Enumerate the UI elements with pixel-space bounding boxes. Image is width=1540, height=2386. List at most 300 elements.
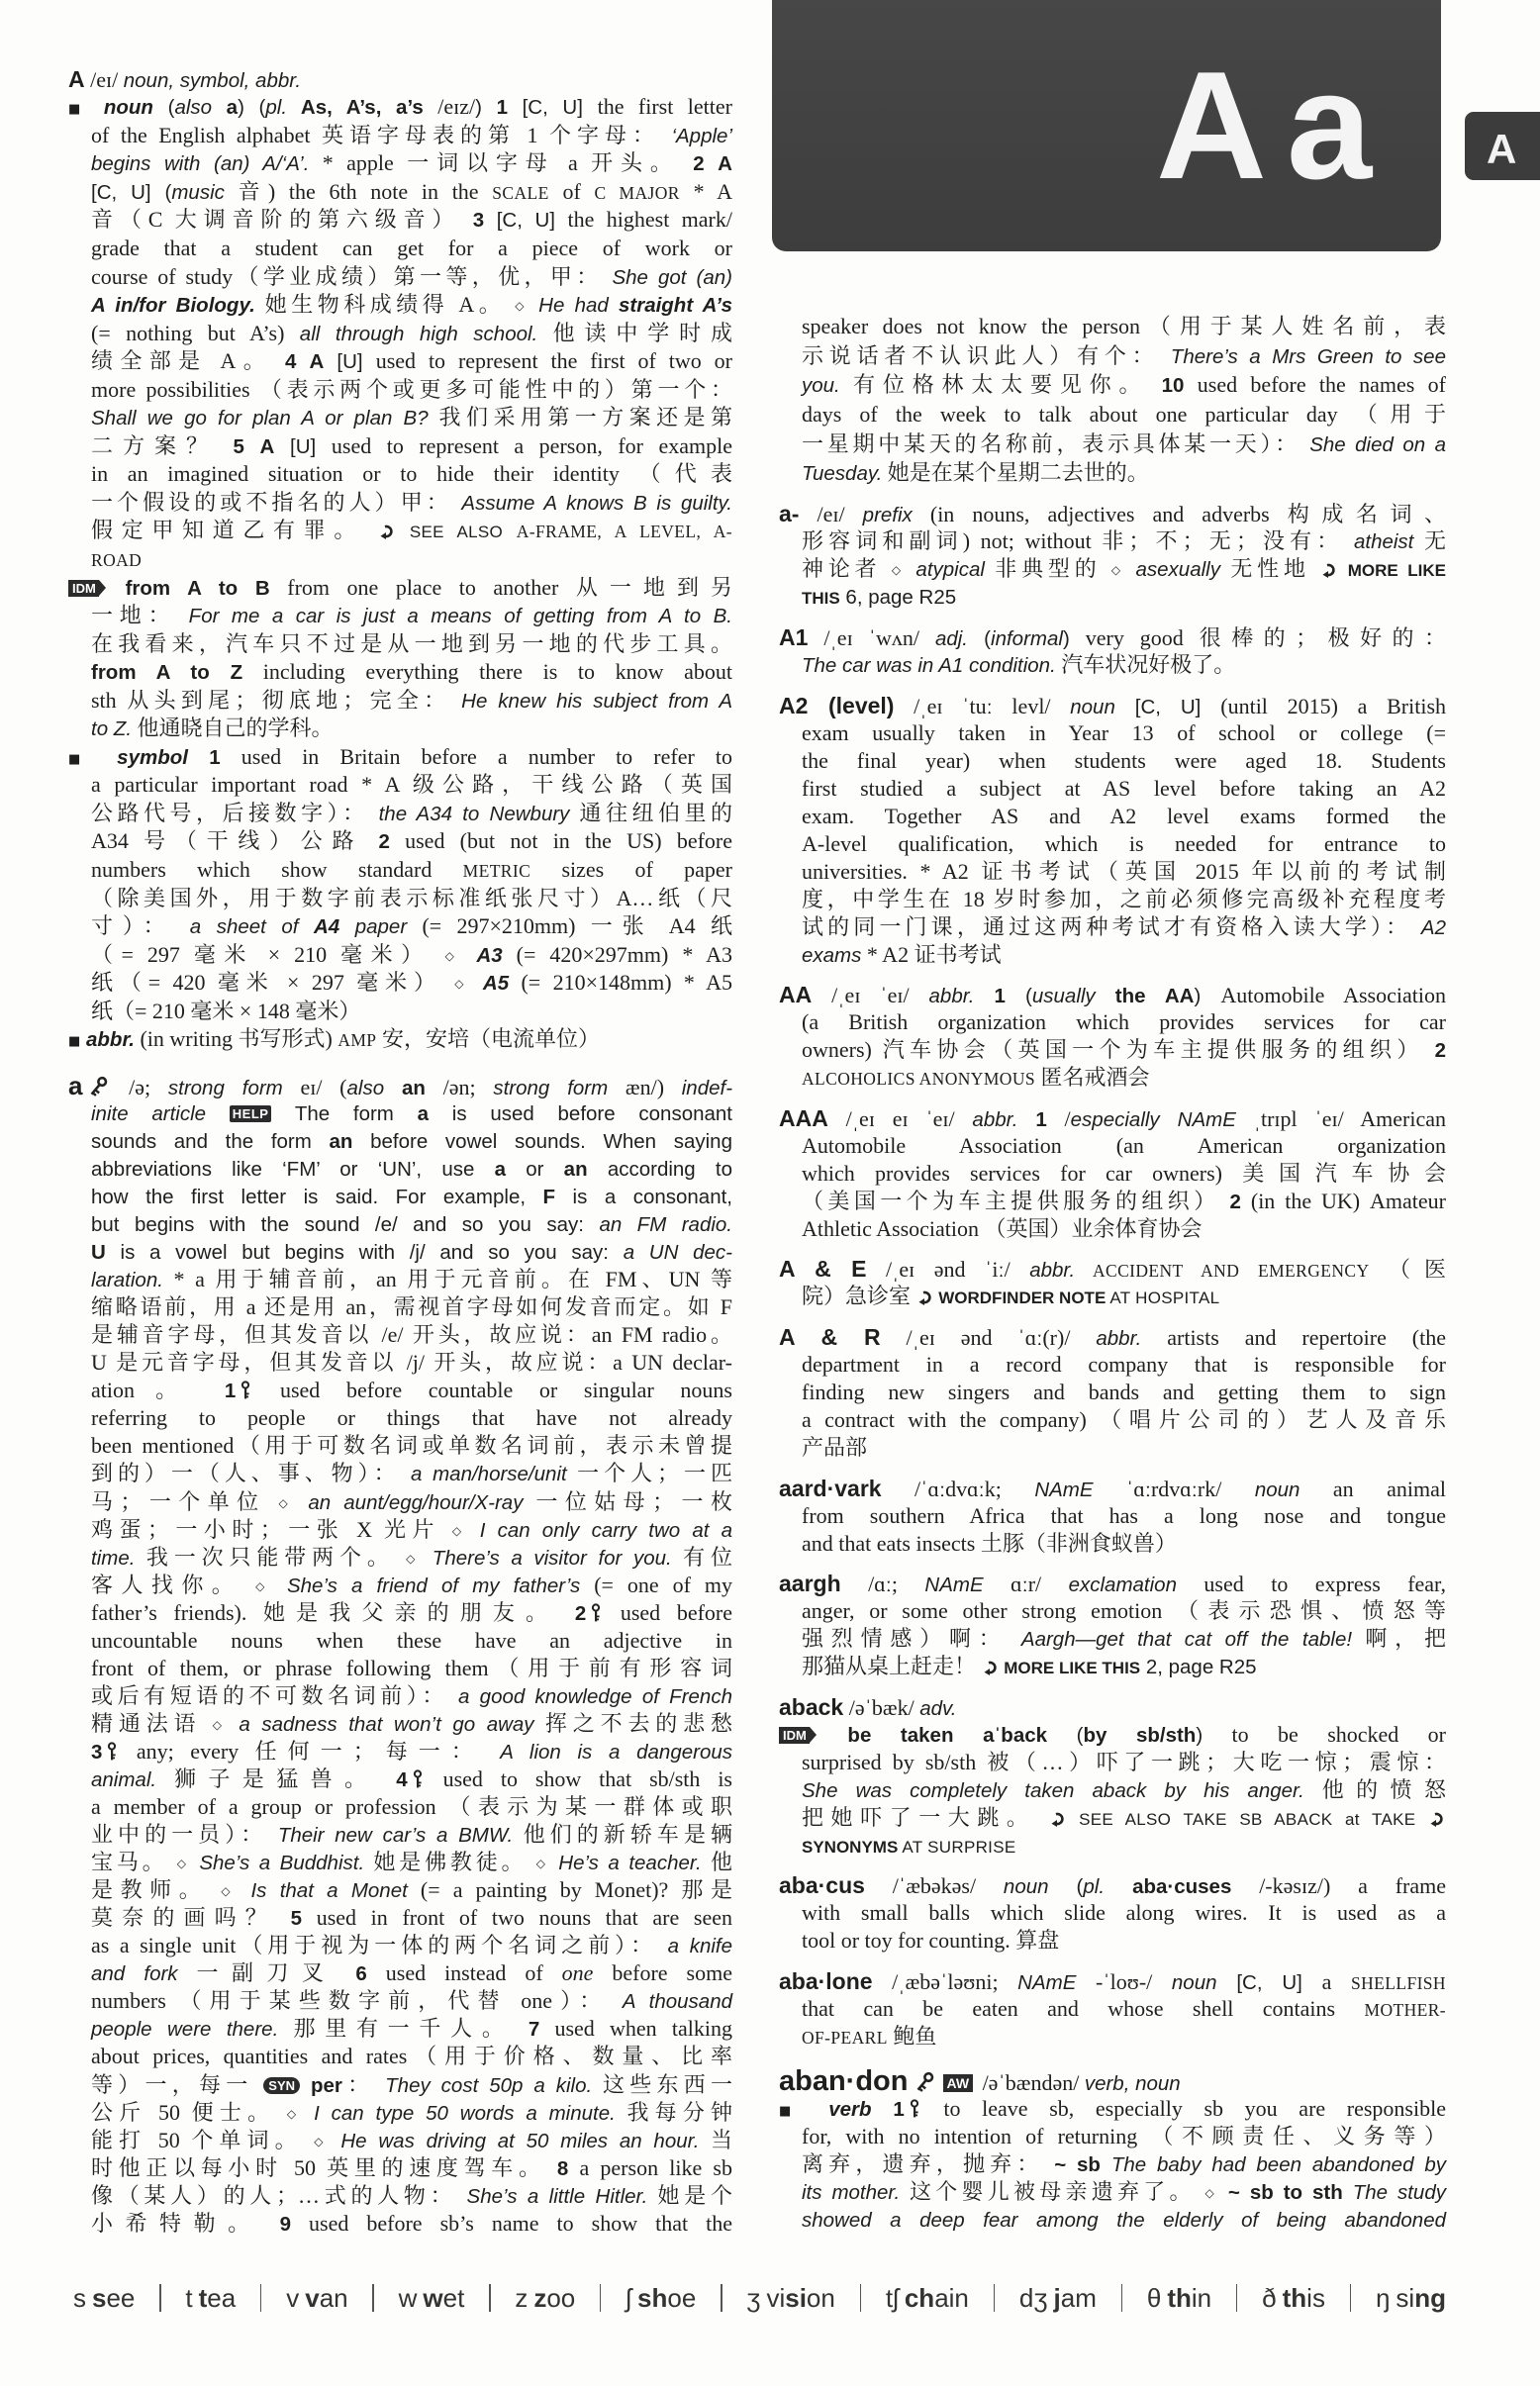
entry-line	[68, 122, 732, 150]
definition-text: used to represent the first of two or	[375, 348, 732, 374]
definition-text: 她是个	[647, 2182, 732, 2208]
example-text: the A34 to Newbury	[378, 802, 570, 825]
definition-text: 把她吓了一大跳。	[802, 1804, 1049, 1830]
example-text: She got (an)	[612, 265, 732, 289]
entry-line	[779, 1776, 1446, 1804]
definition-text: 这个婴儿被母亲遗弃了。	[900, 2178, 1205, 2204]
definition-text: 这些东西一	[592, 2071, 732, 2097]
bold-phrase: U	[91, 1241, 106, 1265]
definition-text: as a single unit（用于视为一体的两个名词之前）：	[91, 1933, 668, 1958]
entry-line	[779, 341, 1446, 371]
example-text: a UN dec-	[623, 1241, 733, 1265]
definition-text: exam. Together AS and A2 level exams formed the	[802, 803, 1446, 828]
definition-text: 精通法语	[91, 1710, 213, 1736]
label-text: )	[1062, 626, 1070, 650]
entry-line	[68, 178, 732, 207]
entry-line	[68, 1210, 732, 1238]
definition-text: * apple 一词以字母 a 开头。	[309, 150, 694, 176]
entry-line	[779, 886, 1446, 913]
definition-text: used before countable or singular nouns	[253, 1378, 732, 1403]
example-text: strong form	[493, 1076, 609, 1099]
definition-text: /eɪ/	[799, 502, 863, 527]
definition-text: 有位格林太太要见你。	[839, 372, 1162, 398]
entry-line	[68, 856, 732, 885]
headword: a	[68, 1070, 83, 1100]
pronunciation-key-item	[746, 2283, 835, 2314]
diamond-separator-icon: ◇	[1204, 2185, 1218, 2200]
ipa-symbol: w	[398, 2282, 418, 2313]
entry-line	[779, 500, 1446, 527]
definition-text: 小希特勒。	[91, 2210, 280, 2236]
part-of-speech-label: A4	[313, 915, 340, 939]
definition-text: any; every 任何一；每一：	[120, 1738, 501, 1764]
entry-line	[779, 2064, 1446, 2097]
headword: aba·lone	[779, 1967, 873, 1994]
example-text: He’s a teacher.	[548, 1852, 702, 1875]
label-text: ) (	[238, 96, 266, 120]
entry-line	[68, 743, 732, 772]
bold-phrase: 6	[355, 1962, 367, 1986]
headword: aargh	[779, 1571, 841, 1597]
entry-line	[779, 1625, 1446, 1653]
example-text: NAmE	[1034, 1478, 1094, 1501]
cross-reference-bold: MORE LIKE	[1338, 561, 1446, 581]
bold-phrase: 1	[1017, 1107, 1047, 1131]
separator-bar	[260, 2284, 262, 2312]
entry-line	[68, 715, 732, 743]
word-highlight: si	[785, 2282, 807, 2313]
definition-text: 那里有一千人。	[278, 2016, 529, 2042]
example-text: strong form	[167, 1076, 283, 1099]
definition-text: /	[1046, 1105, 1071, 1131]
entry-line	[779, 1653, 1446, 1680]
definition-text: of	[548, 178, 595, 204]
definition-text: (in the UK) Amateur	[1240, 1188, 1446, 1213]
definition-text: from one place to another 从一地到另	[269, 574, 732, 600]
definition-text: A-level qualification, which is needed for entrance to	[802, 830, 1446, 856]
definition-text: sizes of paper	[530, 857, 732, 882]
definition-text: Automobile Association	[1220, 983, 1446, 1008]
bold-phrase: per	[300, 2073, 342, 2097]
example-text: Shall we go for plan A or plan B?	[91, 407, 429, 430]
part-of-speech-label: verb	[807, 2097, 872, 2121]
definition-text: Automobile Association (an American organization	[802, 1132, 1446, 1158]
definition-text: /ˌeɪ ˈwʌn/	[808, 624, 935, 650]
entry-line	[68, 460, 732, 489]
example-text: Their new car’s a BMW.	[277, 1824, 514, 1848]
entry-line	[68, 2182, 732, 2210]
bold-phrase: 5 A	[233, 434, 275, 458]
entry-line	[779, 1721, 1446, 1749]
diamond-separator-icon: ◇	[444, 948, 463, 963]
separator-bar	[489, 2284, 491, 2312]
definition-text: 他通晓自己的学科。	[132, 716, 334, 741]
definition-text: used in Britain before a number to refer to	[220, 743, 732, 769]
example-text: its mother.	[802, 2180, 901, 2204]
label-text: is a consonant,	[555, 1186, 732, 1209]
bold-phrase: from A to B	[107, 576, 270, 600]
entry-line	[68, 1904, 732, 1932]
example-word	[766, 2283, 834, 2313]
definition-text: to leave sb, especially sb you are responsible	[921, 2095, 1446, 2121]
headword: A	[68, 65, 85, 92]
label-text: [C, U] (	[91, 180, 172, 204]
definition-text: Athletic Association （英国）业余体育协会	[802, 1215, 1203, 1241]
definition-text: before some	[593, 1960, 732, 1986]
label-text: (	[1047, 1723, 1084, 1747]
entry-line	[779, 1215, 1446, 1243]
entry-line	[68, 1682, 732, 1710]
definition-text: used to express fear,	[1176, 1572, 1447, 1597]
definition-text: 她是在某个星期二去世的。	[882, 460, 1149, 486]
help-badge: HELP	[230, 1105, 272, 1122]
example-text: For me a car is just a means of getting from A to B.	[188, 605, 732, 628]
definition-text: a	[1321, 1968, 1351, 1994]
definition-text: 寸）：	[91, 913, 190, 939]
word-highlight: t	[198, 2282, 208, 2313]
definition-text: 度，中学生在 18 岁时参加，之前必须修完高级补充程度考	[802, 886, 1446, 911]
label-text: )	[1194, 985, 1221, 1008]
definition-text: (in nouns, adjectives and adverbs 构成名词、	[912, 502, 1446, 527]
bold-phrase: an	[563, 1157, 588, 1181]
diamond-separator-icon: ◇	[406, 1551, 422, 1566]
entry-line	[779, 2023, 1446, 2051]
definition-text: 产品部	[802, 1434, 868, 1460]
example-word	[637, 2283, 696, 2313]
example-text: The baby had been abandoned by	[1100, 2152, 1446, 2176]
entry-line	[779, 1434, 1446, 1462]
entry-line	[68, 235, 732, 263]
example-text: Is that a Monet	[238, 1879, 408, 1903]
bold-phrase: an	[384, 1076, 426, 1099]
definition-text: 等）一，每一	[91, 2071, 264, 2097]
definition-text: 客人找你。	[91, 1572, 256, 1597]
entry-line	[68, 432, 732, 461]
entry-line	[68, 1155, 732, 1183]
entry-line	[779, 747, 1446, 775]
part-of-speech-label: symbol	[95, 745, 188, 769]
right-column	[779, 312, 1446, 2234]
example-word	[905, 2283, 969, 2313]
part-of-speech-label: A5	[470, 972, 510, 996]
entry-line	[779, 1132, 1446, 1160]
definition-text: artists and repertoire (the	[1141, 1324, 1446, 1350]
example-text: prefix	[862, 504, 913, 527]
definition-text: A34 号（干线）公路	[91, 828, 379, 854]
definition-text: used when talking	[539, 2016, 732, 2042]
example-text: indef-	[681, 1076, 733, 1099]
label-text: [C, U]	[507, 96, 598, 120]
entry-line	[779, 1379, 1446, 1406]
bold-phrase: be taken aˈback	[818, 1723, 1048, 1747]
entry-line	[779, 913, 1446, 941]
entry-line	[68, 1793, 732, 1821]
example-text: A2	[1420, 915, 1446, 939]
example-text: Tuesday.	[802, 462, 883, 486]
entry-line	[68, 291, 732, 320]
thumb-index-tab	[1465, 112, 1540, 180]
section-letter-lowercase: a	[1286, 40, 1393, 211]
definition-text: /eɪ/	[84, 66, 124, 92]
diamond-separator-icon: ◇	[221, 1884, 239, 1899]
entry-line	[779, 1160, 1446, 1188]
definition-text: exam usually taken in Year 13 of school or college (=	[802, 719, 1446, 745]
definition-text: (= nothing but A’s)	[91, 320, 300, 345]
entry-line	[68, 2210, 732, 2238]
definition-text: used before sb’s name to show that the	[291, 2210, 732, 2236]
part-of-speech-label: abbr.	[80, 1028, 135, 1052]
word-suffix: ain	[934, 2282, 969, 2313]
label-text: )	[475, 96, 497, 120]
dictionary-entry	[779, 1570, 1446, 1680]
entry-line	[779, 2150, 1446, 2178]
pronunciation-key-item	[286, 2283, 347, 2314]
ipa-symbol: v	[286, 2282, 300, 2313]
entry-line	[68, 1377, 732, 1404]
entry-line	[779, 775, 1446, 803]
bold-phrase: 3	[472, 209, 485, 233]
definition-text: 他	[701, 1850, 732, 1875]
definition-text: surprised by sb/sth 被（…）吓了一跳；大吃一惊；震惊：	[802, 1749, 1446, 1774]
bold-phrase: ~ sb to sth	[1217, 2180, 1343, 2204]
entry-line	[779, 1597, 1446, 1625]
example-text: an FM radio.	[599, 1213, 733, 1237]
entry-line	[779, 1064, 1446, 1092]
key-small-icon	[591, 1603, 601, 1623]
definition-text: first studied a subject at AS level before taking an A2	[802, 775, 1446, 801]
dictionary-entry	[779, 981, 1446, 1092]
definition-text: /ˌæbəˈləʊni;	[872, 1968, 1018, 1994]
definition-text: 是教师。	[91, 1877, 222, 1903]
definition-text: /əˈbæk/	[843, 1694, 920, 1720]
example-text: a good knowledge of French	[458, 1684, 732, 1708]
entry-line	[68, 1710, 732, 1738]
example-word	[199, 2283, 237, 2313]
entry-line	[68, 1738, 732, 1766]
definition-text: used (but not in the US) before	[389, 828, 733, 854]
entry-line	[68, 347, 732, 376]
definition-text: (in writing 书写形式)	[134, 1026, 338, 1052]
example-text: exams	[802, 943, 862, 967]
bold-phrase: by sb/sth	[1083, 1723, 1197, 1747]
ipa-symbol: tʃ	[885, 2282, 899, 2313]
bold-phrase: a	[212, 96, 239, 120]
definition-text: * A2 证书考试	[861, 941, 1002, 967]
label-text: or	[506, 1157, 564, 1181]
label-text: sounds and the form	[91, 1129, 330, 1153]
definition-text: æn/)	[608, 1074, 682, 1099]
label-text: )	[1196, 1723, 1203, 1747]
definition-text: 一个假设的或不指名的人）甲：	[91, 489, 462, 515]
word-suffix: an	[319, 2282, 348, 2313]
word-highlight: th	[1282, 2282, 1307, 2313]
pronunciation-key-item	[1376, 2283, 1446, 2314]
definition-text: 公斤 50 便士。	[91, 2099, 287, 2125]
example-word	[423, 2283, 464, 2313]
cross-reference: AT HOSPITAL	[1106, 1288, 1220, 1308]
word-highlight: ch	[904, 2282, 935, 2313]
pronunciation-key-item	[399, 2283, 465, 2314]
key-icon	[914, 2070, 935, 2094]
entry-line	[68, 1655, 732, 1682]
part-of-speech-label: A in/for Biology.	[91, 294, 255, 318]
definition-text: 鲍鱼	[887, 2023, 937, 2049]
entry-line	[68, 1099, 732, 1127]
example-text: pl.	[1083, 1875, 1106, 1899]
pronunciation-key-item	[185, 2283, 236, 2314]
definition-text: 示说话者不认识此人）有个：	[802, 342, 1171, 368]
entry-line	[779, 1255, 1446, 1283]
headword: A & E	[779, 1256, 867, 1283]
definition-text: 啊，把	[1352, 1626, 1446, 1652]
example-text: paper	[339, 915, 408, 939]
bold-phrase: As, A’s, a’s	[287, 96, 424, 120]
definition-text: tool or toy for counting. 算盘	[802, 1928, 1060, 1954]
example-text: She was completely taken aback by his anger.	[802, 1778, 1304, 1802]
diamond-separator-icon: ◇	[454, 977, 471, 992]
definition-text: eɪ/ (	[282, 1074, 347, 1099]
definition-text: （除美国外，用于数字前表示标准纸张尺寸）A…纸（尺	[91, 885, 732, 910]
small-caps-term: ROAD	[91, 549, 143, 570]
definition-text: 一副刀叉	[177, 1960, 356, 1986]
definition-text: in an imagined situation or to hide their identity （代表	[91, 461, 732, 487]
example-text: animal.	[91, 1768, 157, 1791]
entry-line	[68, 1544, 732, 1572]
word-highlight: s	[92, 2282, 107, 2313]
entry-line	[68, 2099, 732, 2127]
entry-line	[68, 1572, 732, 1599]
bold-phrase: 4 A	[285, 350, 325, 374]
entry-line	[68, 2043, 732, 2070]
definition-text: speaker does not know the person（用于某人姓名前，表	[802, 314, 1446, 339]
entry-line	[68, 1266, 732, 1293]
example-word	[1396, 2283, 1446, 2313]
definition-text: 纸（= 420 毫米 × 297 毫米）	[91, 970, 455, 996]
entry-line	[779, 830, 1446, 858]
definition-text: 他的愤怒	[1303, 1776, 1446, 1802]
square-bullet-icon: ■	[68, 102, 90, 118]
entry-line	[68, 1349, 732, 1377]
ipa-symbol: s	[73, 2282, 86, 2313]
word-suffix: ea	[207, 2282, 237, 2313]
example-text: There’s a visitor for you.	[421, 1546, 672, 1570]
entry-line	[68, 1932, 732, 1959]
entry-line	[68, 941, 732, 970]
bold-phrase: 2	[1229, 1190, 1241, 1213]
example-text: asexually	[1124, 558, 1220, 582]
word-highlight: w	[423, 2282, 443, 2313]
definition-text: uncountable nouns when these have an adjective in	[91, 1627, 732, 1653]
example-text: to Z.	[91, 717, 133, 741]
small-caps-term: SCALE	[492, 182, 549, 203]
entry-line	[68, 320, 732, 348]
word-suffix: is	[1306, 2282, 1325, 2313]
entry-line	[779, 1323, 1446, 1351]
example-text: A thousand	[622, 1990, 732, 2014]
example-word	[92, 2283, 135, 2313]
entry-line	[68, 574, 732, 603]
definition-text: 音) the 6th note in the	[224, 178, 493, 204]
bold-phrase: 1	[974, 985, 1006, 1008]
example-text: I can only carry two at a	[467, 1518, 732, 1542]
definition-text: 他读中学时成	[537, 320, 732, 345]
example-text: informal	[991, 626, 1063, 650]
entry-line	[779, 1104, 1446, 1132]
example-text: usually	[1031, 985, 1096, 1008]
cross-reference: SEE ALSO TAKE SB ABACK at TAKE	[1066, 1809, 1428, 1829]
small-caps-term: OF-PEARL	[802, 2027, 888, 2048]
entry-line	[68, 1432, 732, 1460]
example-text: noun, symbol, abbr.	[123, 68, 302, 92]
definition-text: /eɪz/	[423, 94, 476, 120]
dictionary-entry	[68, 1072, 732, 2238]
headword: AAA	[779, 1104, 828, 1131]
small-caps-term: ALCOHOLICS ANONYMOUS	[802, 1069, 1036, 1090]
diamond-separator-icon: ◇	[535, 1857, 549, 1871]
entry-line	[68, 2015, 732, 2043]
small-caps-term: A-FRAME, A LEVEL, A-	[516, 522, 732, 542]
label-text: according to	[587, 1157, 733, 1181]
entry-line	[779, 370, 1446, 400]
definition-text: 一星期中某天的名称前，表示具体某一天）：	[802, 430, 1310, 456]
example-text: abbr.	[928, 985, 975, 1008]
definition-text: * A	[679, 178, 732, 204]
word-suffix: oo	[546, 2282, 576, 2313]
xref-icon	[1429, 1811, 1445, 1827]
example-text: abbr.	[972, 1107, 1018, 1131]
entry-line	[779, 1036, 1446, 1064]
definition-text: /ən;	[425, 1074, 494, 1099]
entry-line	[68, 1127, 732, 1155]
entry-line	[779, 2123, 1446, 2150]
word-highlight: v	[305, 2282, 320, 2313]
entry-line	[779, 2178, 1446, 2206]
definition-text: 汽车状况好极了。	[1055, 651, 1236, 677]
dictionary-entry	[779, 2064, 1446, 2234]
entry-line	[779, 1693, 1446, 1721]
cross-reference-bold: THIS	[802, 589, 840, 609]
definition-text: sth 从头到尾；彻底地；完全：	[91, 687, 462, 713]
entry-line	[779, 555, 1446, 583]
definition-text: 缩略语前，用 a 还是用 an，需视首字母如何发音而定。如 F	[91, 1294, 732, 1320]
entry-line	[68, 206, 732, 235]
label-text: (	[152, 96, 175, 120]
definition-text: used instead of	[366, 1960, 562, 1986]
definition-text: universities. * A2 证书考试（英国 2015 年以前的考试制	[802, 858, 1446, 884]
example-text: He had	[528, 294, 619, 318]
bold-phrase: 1	[871, 2097, 905, 2121]
entry-line	[68, 602, 732, 630]
entry-line	[779, 2095, 1446, 2123]
definition-text: /ˈɑːdvɑːk;	[881, 1476, 1035, 1501]
example-text: NAmE	[924, 1574, 984, 1597]
example-text: noun	[1254, 1478, 1300, 1501]
example-text: you.	[802, 374, 840, 398]
bold-phrase: 5	[290, 1907, 303, 1931]
bold-phrase: F	[542, 1186, 556, 1209]
cross-reference-bold: MORE LIKE THIS	[999, 1659, 1141, 1678]
definition-text: 宝马。	[91, 1850, 177, 1875]
dictionary-entry	[779, 1475, 1446, 1558]
word-prefix: vi	[766, 2282, 786, 2313]
definition-text: ˈɑːrdvɑːrk/	[1093, 1476, 1255, 1501]
entry-line	[68, 545, 732, 574]
ipa-symbol: ŋ	[1375, 2282, 1391, 2313]
entry-line	[779, 2206, 1446, 2234]
cross-reference-bold: SYNONYMS	[802, 1837, 899, 1857]
bold-phrase: 1	[187, 745, 221, 769]
entry-line	[68, 1516, 732, 1544]
